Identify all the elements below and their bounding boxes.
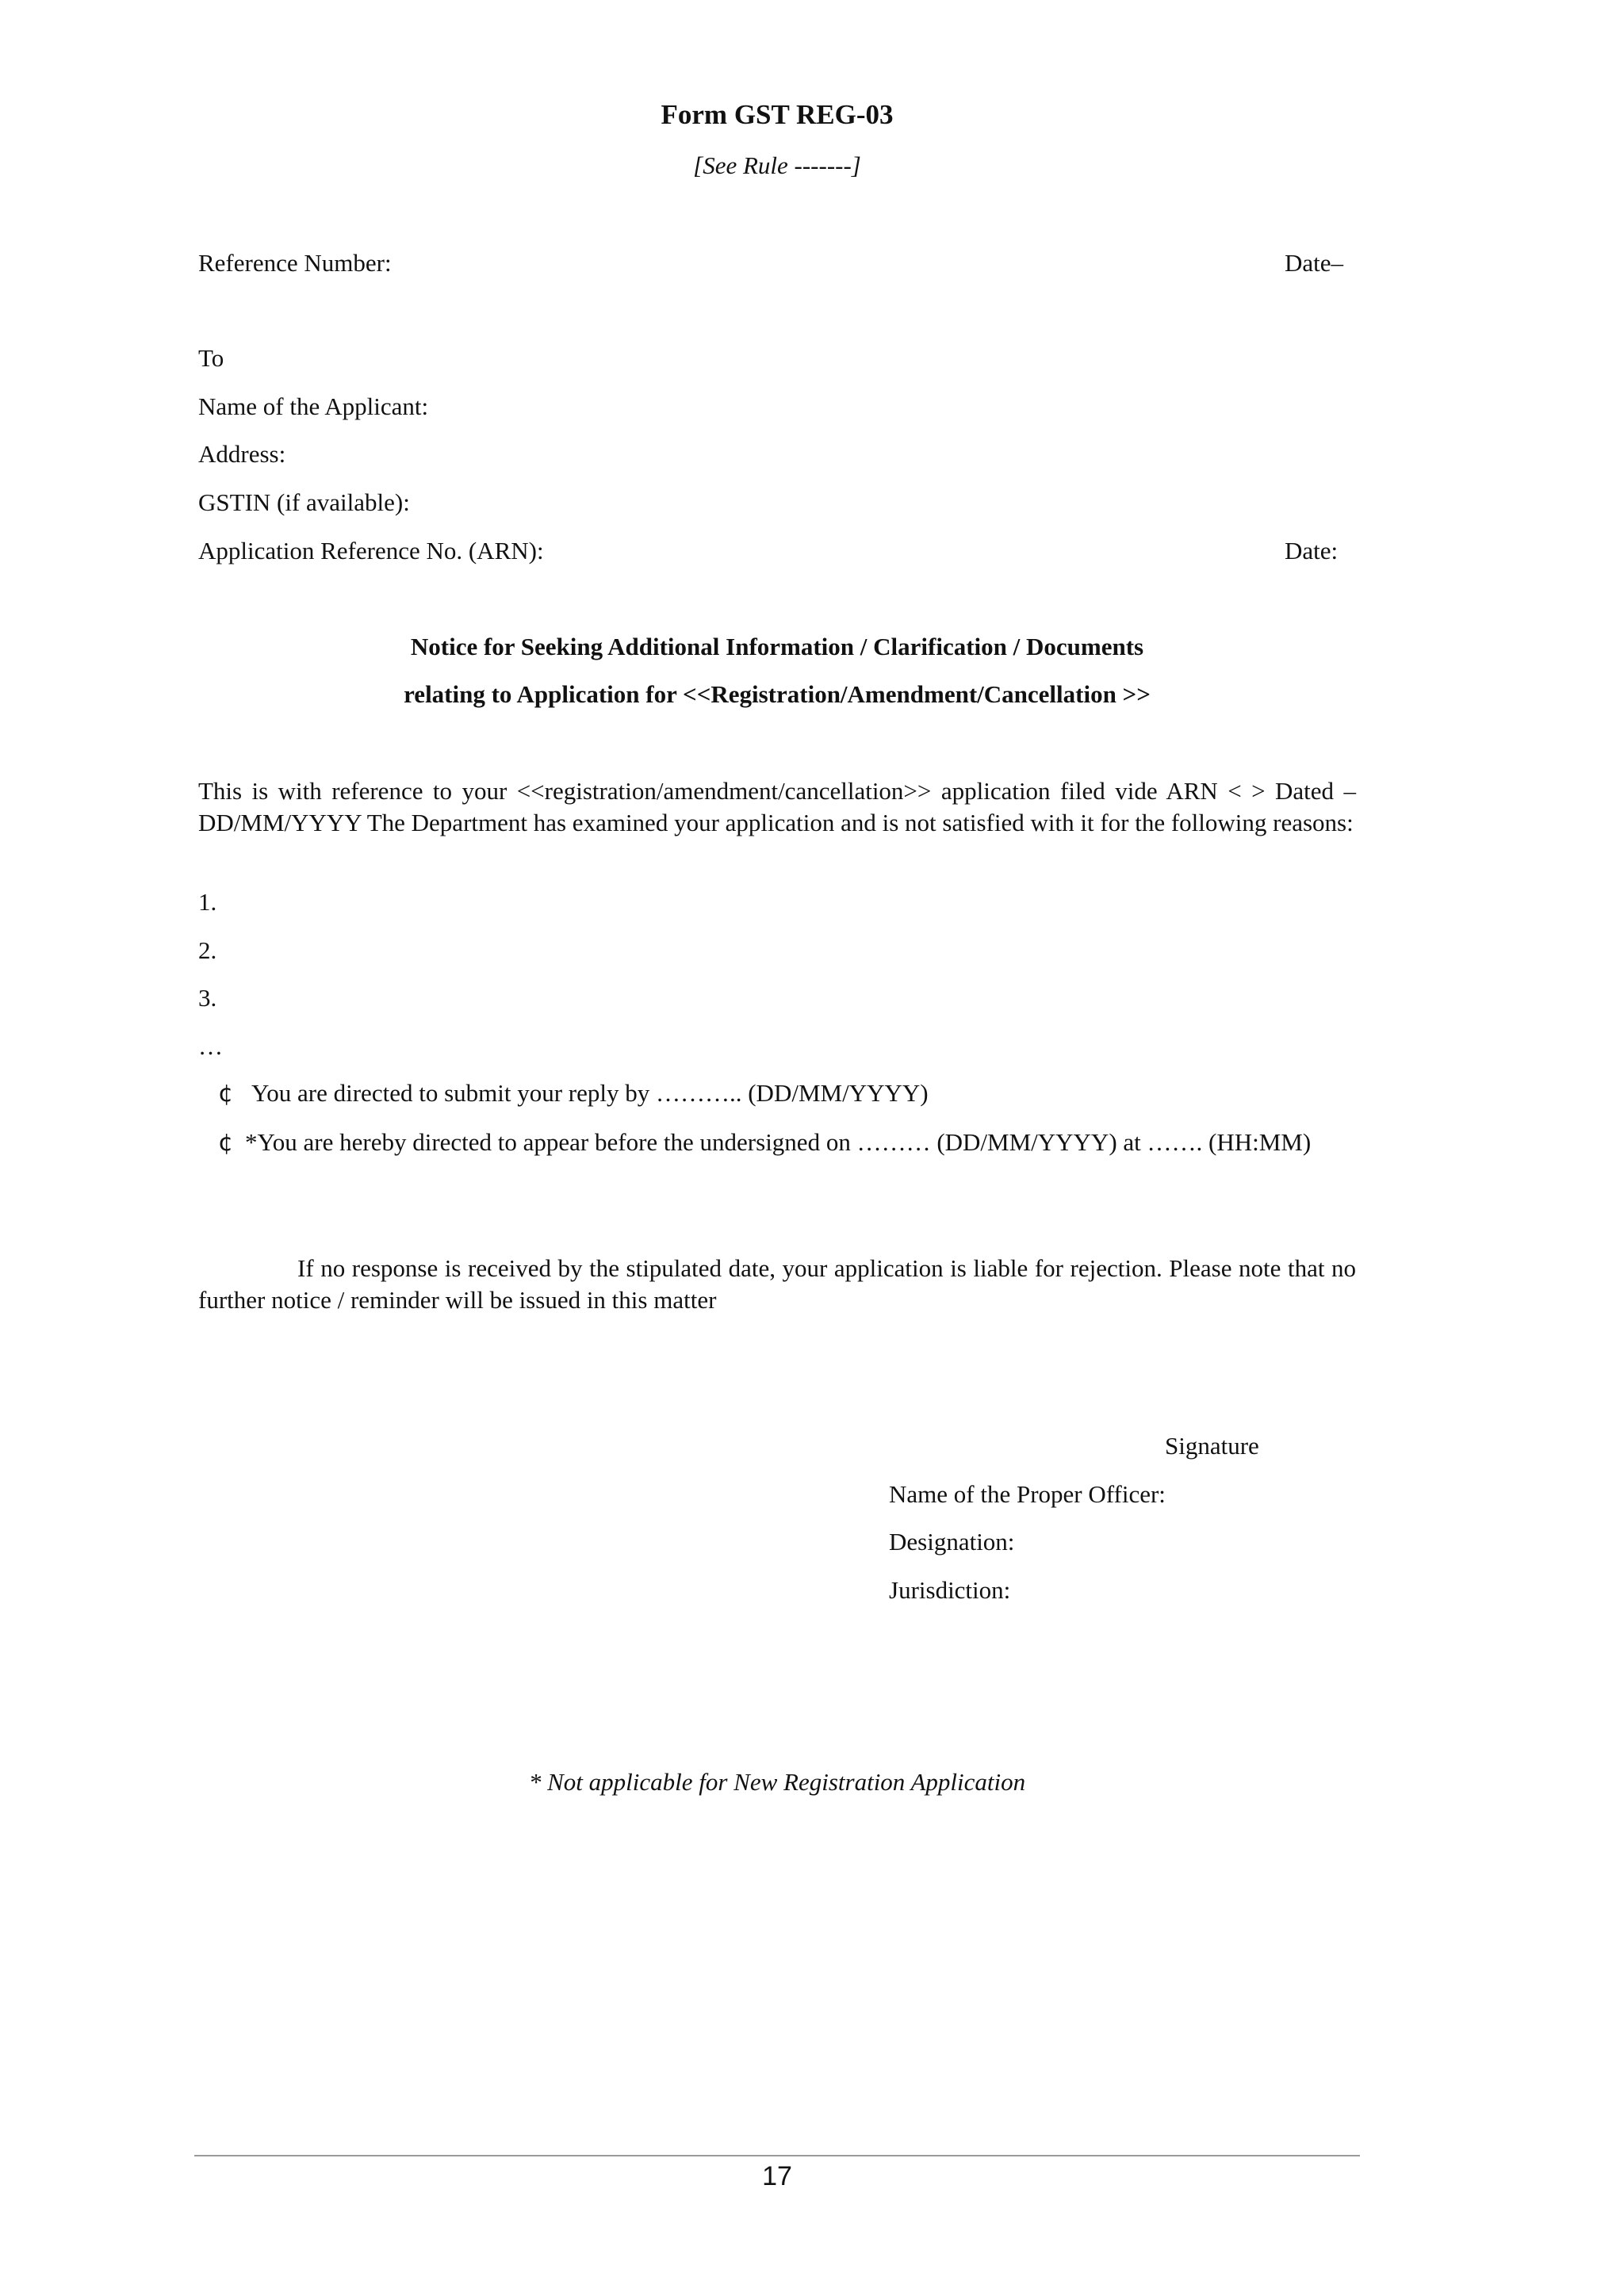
directive-appear — [198, 1127, 1356, 1159]
reason-item: 2. — [198, 936, 217, 964]
directive-appear-text: *You are hereby directed to appear before the undersigned on ……… (DD/MM/YYYY) at ……. (HH:MM) — [245, 1128, 1312, 1156]
address-label: Address: — [198, 440, 286, 468]
footnote: * Not applicable for New Registration Application — [528, 1768, 1026, 1796]
directive-reply — [218, 1078, 929, 1108]
arn-label: Application Reference No. (ARN): — [198, 537, 544, 564]
proper-officer-name-label: Name of the Proper Officer: — [889, 1480, 1166, 1508]
rule-reference: [See Rule -------] — [693, 151, 861, 179]
page-number: 17 — [762, 2161, 792, 2191]
reason-ellipsis: … — [198, 1032, 223, 1060]
jurisdiction-label: Jurisdiction: — [889, 1576, 1011, 1604]
bullet-icon: ¢ — [218, 1129, 234, 1157]
reason-item: 1. — [198, 888, 217, 916]
directive-reply-text: You are directed to submit your reply by ……….. (DD/MM/YYYY) — [251, 1079, 929, 1107]
footer-divider — [194, 2155, 1360, 2156]
gstin-label: GSTIN (if available): — [198, 488, 410, 516]
notice-heading-line-1: Notice for Seeking Additional Information / Clarification / Documents — [410, 633, 1144, 660]
signature-label: Signature — [1165, 1432, 1259, 1460]
bullet-icon: ¢ — [218, 1080, 234, 1108]
reference-number-label: Reference Number: — [198, 249, 392, 277]
applicant-name-label: Name of the Applicant: — [198, 392, 429, 420]
form-title: Form GST REG-03 — [661, 99, 894, 130]
notice-heading-line-2: relating to Application for <<Registration/Amendment/Cancellation >> — [404, 680, 1151, 708]
reason-item: 3. — [198, 984, 217, 1012]
arn-date-label: Date: — [1285, 537, 1339, 564]
closing-paragraph: If no response is received by the stipulated date, your application is liable for rejection. Please note that no further notice / reminder will be issued in this matter — [198, 1254, 1356, 1314]
designation-label: Designation: — [889, 1528, 1015, 1556]
intro-paragraph: This is with reference to your <<registration/amendment/cancellation>> application filed vide ARN < > Dated –DD/MM/YYYY The Department has examined your application and is not satisfied with it for the following reasons: — [198, 777, 1356, 836]
to-label: To — [198, 344, 224, 372]
reference-date-label: Date– — [1285, 249, 1344, 277]
